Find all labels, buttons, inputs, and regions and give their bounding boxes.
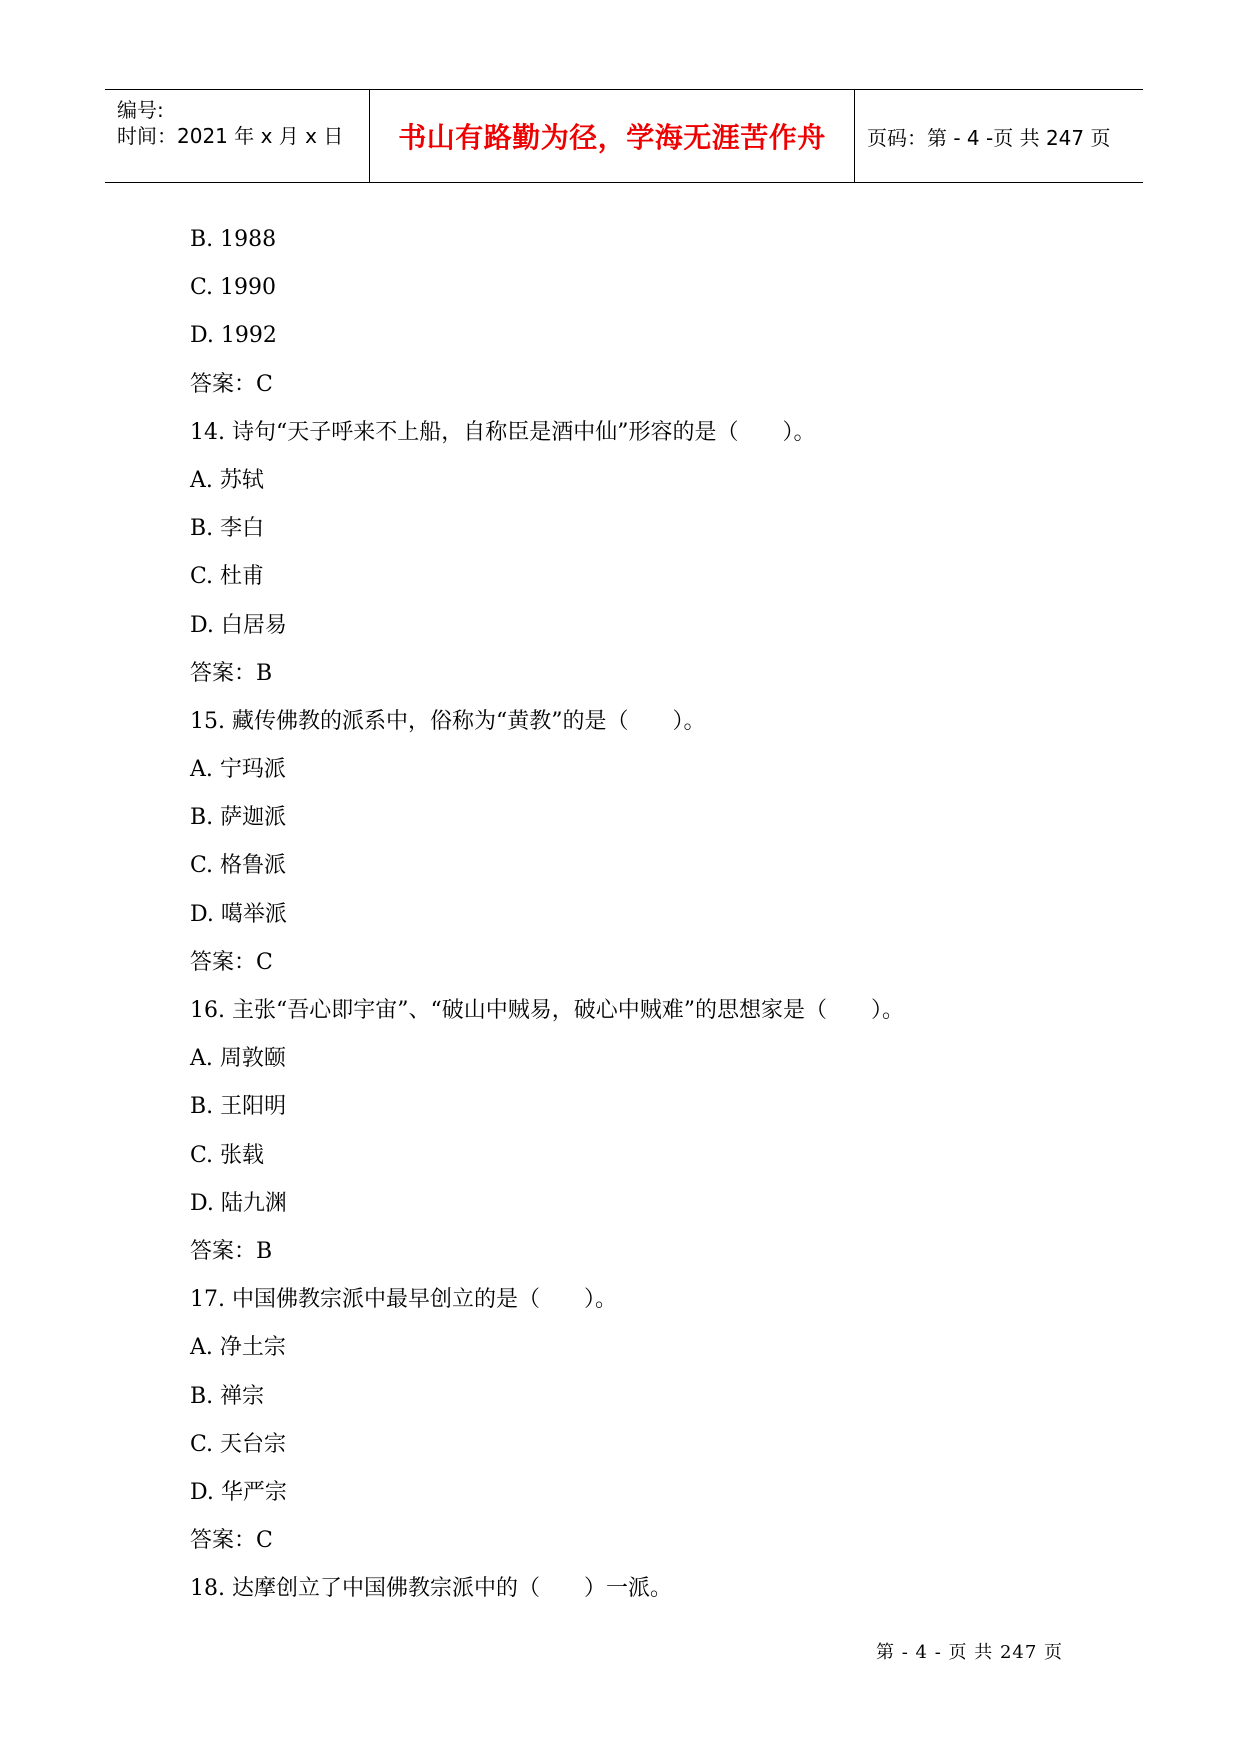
answer-line: 答案：C (190, 1528, 273, 1554)
page-footer (876, 1638, 1063, 1664)
text-line: D. 1992 (190, 323, 277, 349)
option-line: D. 华严宗 (190, 1479, 287, 1505)
question-line: 16. 主张“吾心即宇宙”、“破山中贼易，破心中贼难”的思想家是（ ）。 (190, 998, 904, 1023)
motto-text: 书山有路勤为径，学海无涯苦作舟 (398, 121, 826, 154)
option-line: D. 噶举派 (190, 901, 287, 927)
option-line: A. 苏轼 (190, 467, 264, 493)
question-line: 18. 达摩创立了中国佛教宗派中的（ ）一派。 (190, 1576, 672, 1602)
option-line: A. 宁玛派 (190, 757, 286, 783)
question-line: 14. 诗句“天子呼来不上船，自称臣是酒中仙”形容的是（ ）。 (190, 419, 816, 445)
answer-line: 答案：B (190, 1238, 273, 1264)
header-motto (370, 90, 855, 182)
question-line: 15. 藏传佛教的派系中，俗称为“黄教”的是（ ）。 (190, 708, 706, 734)
option-line: A. 周敦颐 (190, 1046, 286, 1072)
option-line: C. 张载 (190, 1142, 265, 1168)
text-line: C. 1990 (190, 275, 277, 301)
option-line: B. 王阳明 (190, 1094, 287, 1120)
option-line: C. 格鲁派 (190, 853, 287, 879)
question-line: 17. 中国佛教宗派中最早创立的是（ ）。 (190, 1287, 617, 1313)
option-line: B. 萨迦派 (190, 805, 287, 831)
header-meta (105, 90, 370, 182)
answer-line: 答案：B (190, 660, 273, 686)
answer-line: 答案：C (190, 371, 273, 397)
page-header (105, 89, 1143, 183)
option-line: C. 天台宗 (190, 1431, 287, 1457)
text-line: B. 1988 (190, 227, 277, 252)
header-page-number (855, 90, 1143, 182)
option-line: A. 净土宗 (190, 1335, 286, 1361)
serial-label: 编号: (117, 98, 164, 122)
page-label: 页码：第 - 4 -页 共 247 页 (867, 125, 1111, 150)
option-line: B. 禅宗 (190, 1383, 265, 1409)
option-line: B. 李白 (190, 516, 265, 542)
time-label: 时间：2021 年 x 月 x 日 (117, 124, 344, 148)
option-line: D. 白居易 (190, 612, 287, 638)
option-line: D. 陆九渊 (190, 1190, 287, 1216)
answer-line: 答案：C (190, 949, 273, 975)
option-line: C. 杜甫 (190, 564, 265, 590)
document-body (190, 224, 1090, 1621)
footer-page-number: 第 - 4 - 页 共 247 页 (876, 1642, 1064, 1663)
